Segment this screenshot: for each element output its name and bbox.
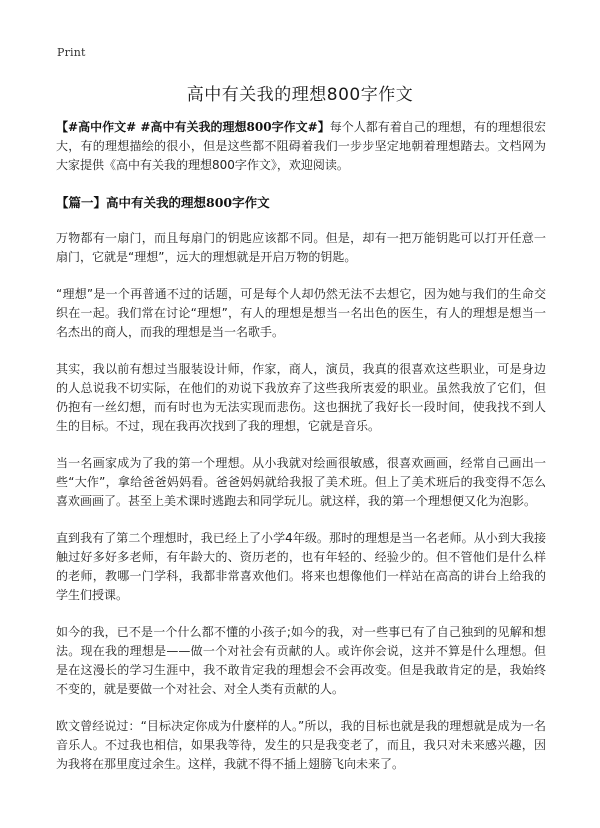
paragraph-7: 欧文曾经说过：“目标决定你成为什麽样的人。”所以，我的目标也就是我的理想就是成为一名音乐人。不过我也相信，如果我等待，发生的只是我变老了，而且，我只对未来感兴趣，因为我将在那里度过余生。这样，我就不得不插上翅膀飞向未来了。 — [56, 719, 546, 771]
intro-text: 每个人都有着自己的理想，有的理想很宏大，有的理想描绘的很小，但是这些都不阻碍着我们一步步坚定地朝着理想踏去。文档网为大家提供《高中有关我的理想800字作文》，欢迎阅读。 — [56, 120, 546, 172]
paragraph-6: 如今的我，已不是一个什么都不懂的小孩子;如今的我，对一些事已有了自己独到的见解和想法。现在我的理想是——做一个对社会有贡献的人。或许你会说，这并不算是什么理想。但是在这漫长的学习生涯中，我不敢肯定我的理想会不会再改变。但是我敢肯定的是，我始终不变的，就是要做一个对社会、对全人类有贡献的人。 — [56, 625, 546, 696]
intro-paragraph — [56, 118, 546, 175]
paragraph-4: 当一名画家成为了我的第一个理想。从小我就对绘画很敏感，很喜欢画画，经常自己画出一些“大作”，拿给爸爸妈妈看。爸爸妈妈就给我报了美术班。但上了美术班后的我变得不怎么喜欢画画了。甚至上美术课时逃跑去和同学玩儿。就这样，我的第一个理想便又化为泡影。 — [56, 456, 546, 508]
paragraph-1: 万物都有一扇门，而且每扇门的钥匙应该都不同。但是，却有一把万能钥匙可以打开任意一扇门，它就是“理想”，远大的理想就是开启万物的钥匙。 — [56, 231, 546, 264]
print-link[interactable]: Print — [57, 46, 86, 59]
section-heading: 【篇一】高中有关我的理想800字作文 — [56, 195, 270, 210]
paragraph-2: “理想”是一个再普通不过的话题，可是每个人却仍然无法不去想它，因为她与我们的生命交织在一起。我们常在讨论“理想”，有人的理想是想当一名出色的医生，有人的理想是想当一名杰出的商人，而我的理想是当一名歌手。 — [56, 287, 546, 339]
paragraph-5: 直到我有了第二个理想时，我已经上了小学4年级。那时的理想是当一名老师。从小到大我接触过好多好多老师，有年龄大的、资历老的，也有年轻的、经验少的。但不管他们是什么样的老师，教哪一门学科，我都非常喜欢他们。将来也想像他们一样站在高高的讲台上给我的学生们授课。 — [56, 531, 546, 602]
intro-tag: 【#高中作文# #高中有关我的理想800字作文#】 — [56, 120, 330, 134]
page-title: 高中有关我的理想800字作文 — [186, 85, 414, 105]
paragraph-3: 其实，我以前有想过当服装设计师，作家，商人，演员，我真的很喜欢这些职业，可是身边的人总说我不切实际，在他们的劝说下我放弃了这些我所衷爱的职业。虽然我放了它们，但仍抱有一丝幻想，而有时也为无法实现而悲伤。这也捆扰了我好长一段时间，使我找不到人生的目标。不过，现在我再次找到了我的理想，它就是音乐。 — [56, 362, 546, 433]
article-body — [56, 118, 546, 792]
